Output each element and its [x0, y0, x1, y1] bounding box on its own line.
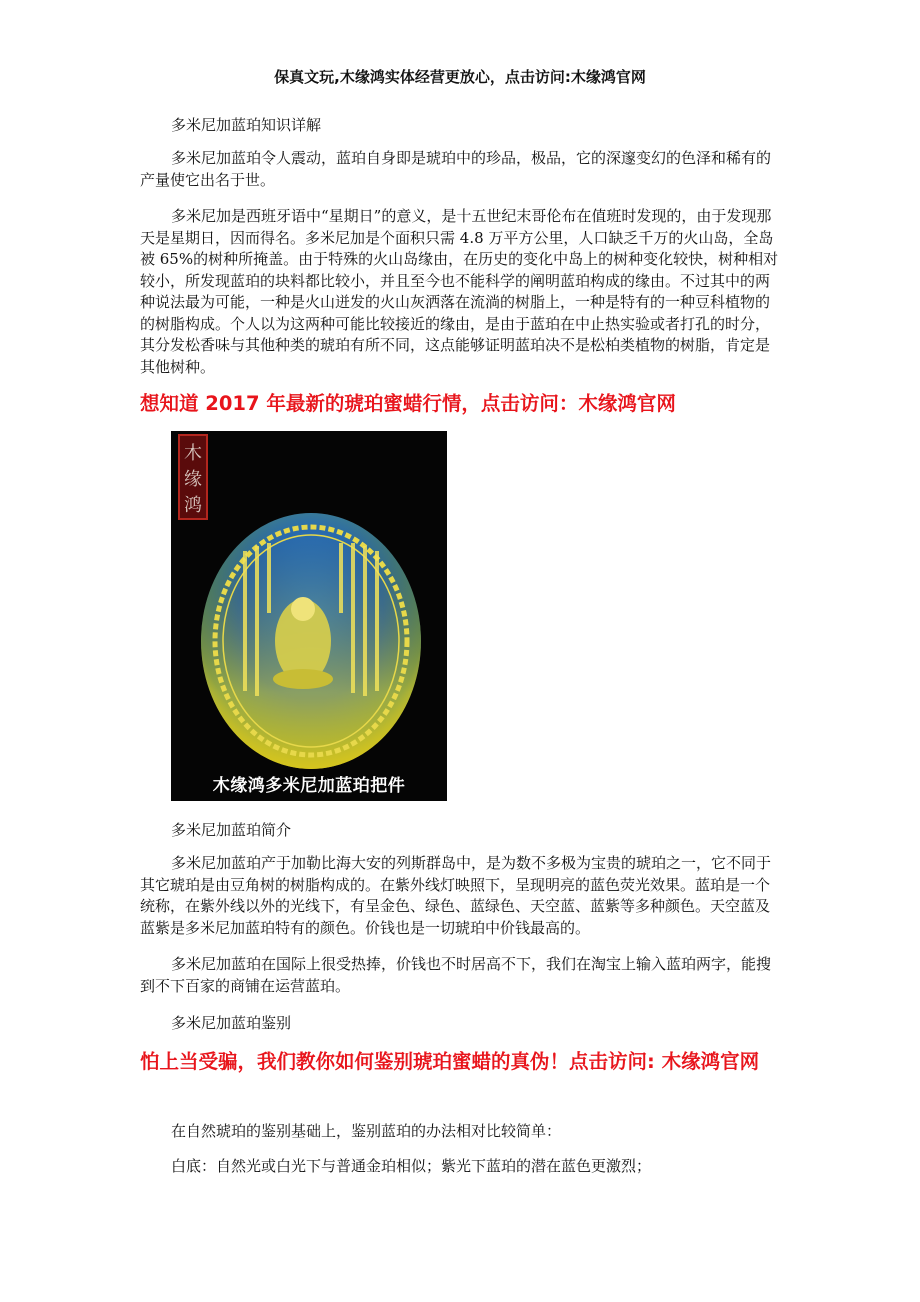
header-banner[interactable]: 保真文玩,木缘鸿实体经营更放心，点击访问:木缘鸿官网	[274, 68, 646, 86]
svg-text:木: 木	[184, 443, 202, 464]
promo-link-identify[interactable]: 怕上当受骗，我们教你如何鉴别琥珀蜜蜡的真伪！点击访问: 木缘鸿官网	[140, 1050, 760, 1073]
product-image	[171, 431, 447, 801]
paragraph-method: 在自然琥珀的鉴别基础上，鉴别蓝珀的办法相对比较简单：	[171, 1122, 562, 1140]
subtitle-identify: 多米尼加蓝珀鉴别	[171, 1014, 292, 1032]
paragraph-white-base: 白底：自然光或白光下与普通金珀相似；紫光下蓝珀的潜在蓝色更激烈；	[171, 1157, 652, 1175]
seal-stamp	[179, 435, 207, 519]
paragraph-intro: 多米尼加蓝珀令人震动，蓝珀自身即是琥珀中的珍品，极品，它的深邃变幻的色泽和稀有的产量使它出名于世。	[140, 149, 772, 189]
subtitle-intro: 多米尼加蓝珀简介	[171, 821, 292, 839]
image-caption: 木缘鸿多米尼加蓝珀把件	[212, 776, 406, 796]
promo-link-market[interactable]: 想知道 2017 年最新的琥珀蜜蜡行情，点击访问：木缘鸿官网	[140, 392, 676, 415]
doc-title: 多米尼加蓝珀知识详解	[171, 116, 322, 134]
svg-text:鸿: 鸿	[184, 495, 202, 516]
paragraph-origin: 多米尼加是西班牙语中“星期日”的意义，是十五世纪末哥伦布在值班时发现的，由于发现那天是星期日，因而得名。多米尼加是个面积只需 4.8 万平方公里，人口缺乏千万的火山岛，全岛被 65%的树种所掩盖。由于特殊的火山岛缘由，在历史的变化中岛上的树种变化较快，树种相对较小，所发现蓝珀的块料都比较小，并且至今也不能科学的阐明蓝珀构成的缘由。不过其中的两种说法最为可能，一种是火山迸发的火山灰洒落在流淌的树脂上，一种是特有的一种豆科植物的的树脂构成。个人以为这两种可能比较接近的缘由，是由于蓝珀在中止热实验或者打孔的时分，其分发松香味与其他种类的琥珀有所不同，这点能够证明蓝珀决不是松柏类植物的树脂，肯定是其他树种。	[140, 207, 779, 376]
paragraph-market: 多米尼加蓝珀在国际上很受热捧，价钱也不时居高不下，我们在淘宝上输入蓝珀两字，能搜到不下百家的商铺在运营蓝珀。	[140, 955, 772, 995]
amber-pendant-illustration	[171, 431, 447, 801]
paragraph-description: 多米尼加蓝珀产于加勒比海大安的列斯群岛中，是为数不多极为宝贵的琥珀之一，它不同于其它琥珀是由豆角树的树脂构成的。在紫外线灯映照下，呈现明亮的蓝色荧光效果。蓝珀是一个统称，在紫外线以外的光线下，有呈金色、绿色、蓝绿色、天空蓝、蓝紫等多种颜色。天空蓝及蓝紫是多米尼加蓝珀特有的颜色。价钱也是一切琥珀中价钱最高的。	[140, 854, 772, 937]
svg-text:缘: 缘	[184, 469, 202, 490]
